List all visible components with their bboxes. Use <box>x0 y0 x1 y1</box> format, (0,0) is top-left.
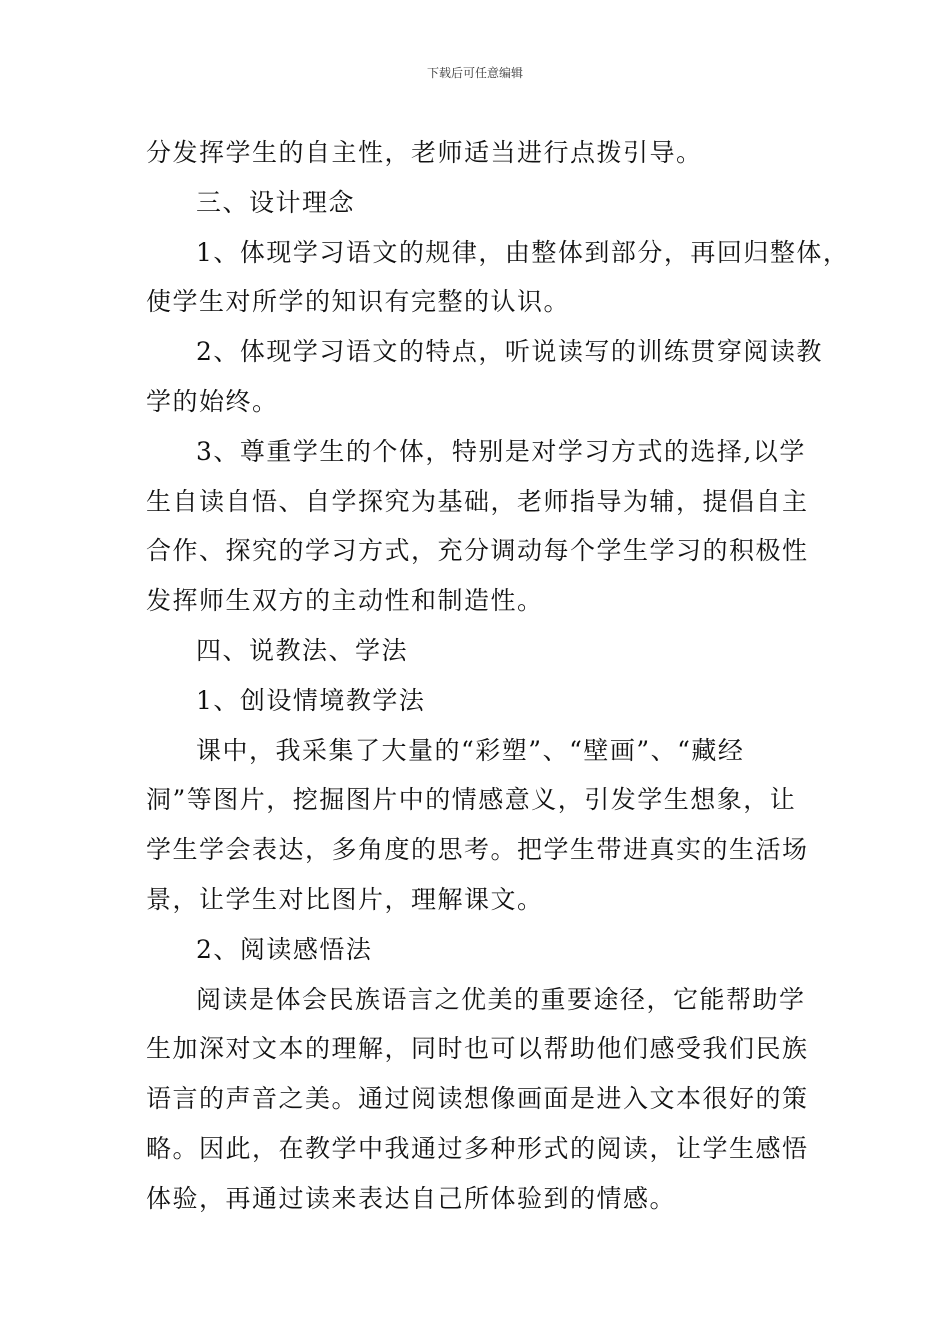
text-line: 体验，再通过读来表达自己所体验到的情感。 <box>146 1183 677 1213</box>
subsection-heading: 1、创设情境教学法 <box>196 685 426 715</box>
text-line: 生加深对文本的理解，同时也可以帮助他们感受我们民族 <box>146 1034 809 1064</box>
text-line: 学的始终。 <box>146 386 279 416</box>
page-header: 下载后可任意编辑 <box>426 66 523 80</box>
text-line: 语言的声音之美。通过阅读想像画面是进入文本很好的策 <box>146 1084 809 1114</box>
section-heading: 三、设计理念 <box>196 187 356 217</box>
text-line: 分发挥学生的自主性，老师适当进行点拨引导。 <box>146 138 703 167</box>
text-line: 课中，我采集了大量的“彩塑”、“壁画”、“藏经 <box>196 735 745 765</box>
document-body <box>146 128 850 1224</box>
text-line: 1、体现学习语文的规律，由整体到部分，再回归整体， <box>196 237 850 267</box>
text-line: 洞”等图片，挖掘图片中的情感意义，引发学生想象，让 <box>146 785 797 815</box>
section-heading: 四、说教法、学法 <box>196 635 409 665</box>
text-line: 使学生对所学的知识有完整的认识。 <box>146 287 571 317</box>
text-line: 景，让学生对比图片，理解课文。 <box>146 884 544 914</box>
text-line: 发挥师生双方的主动性和制造性。 <box>146 586 544 616</box>
subsection-heading: 2、阅读感悟法 <box>196 934 373 964</box>
text-line: 学生学会表达，多角度的思考。把学生带进真实的生活场 <box>146 835 809 865</box>
text-line: 合作、探究的学习方式，充分调动每个学生学习的积极性 <box>146 536 809 566</box>
text-line: 生自读自悟、自学探究为基础，老师指导为辅，提倡自主 <box>146 486 809 516</box>
text-line: 略。因此，在教学中我通过多种形式的阅读，让学生感悟 <box>146 1133 809 1163</box>
text-line: 2、体现学习语文的特点，听说读写的训练贯穿阅读教 <box>196 337 823 367</box>
text-line: 3、尊重学生的个体，特别是对学习方式的选择,以学 <box>196 436 806 466</box>
text-line: 阅读是体会民族语言之优美的重要途径，它能帮助学 <box>196 984 806 1014</box>
